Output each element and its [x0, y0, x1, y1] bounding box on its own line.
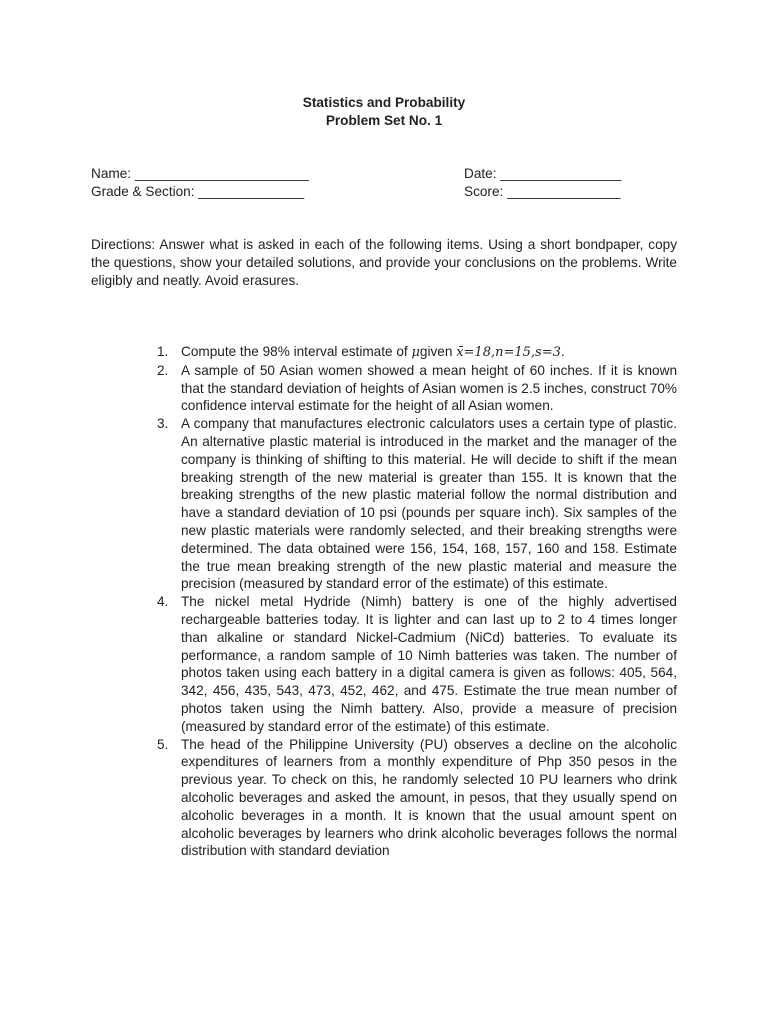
score-field: Score: _______________: [464, 184, 621, 199]
problem-list: [157, 343, 677, 860]
problem-item-4: [157, 593, 677, 735]
mu-symbol: μ: [411, 345, 420, 360]
problem-item-3: [157, 415, 677, 593]
problem-text: A company that manufactures electronic calculators uses a certain type of plastic. An alternative plastic material is introduced in the market and the manager of the company is thinking of shifting to this material. He will decide to shift if the mean breaking strength of the new material is greater than 155. It is known that the breaking strengths of the new plastic material follow the normal distribution and have a standard deviation of 10 psi (pounds per square inch). Six samples of the new plastic materials were randomly selected, and their breaking strengths were determined. The data obtained were 156, 154, 168, 157, 160 and 158. Estimate the true mean breaking strength of the new plastic material and measure the precision (measured by standard error of the estimate) of this estimate.: [181, 416, 677, 592]
directions-paragraph: [91, 236, 677, 289]
document-header: [0, 94, 768, 130]
problem-given: given: [419, 344, 457, 359]
name-field: Name: _______________________: [91, 166, 309, 181]
problem-number: 5.: [157, 736, 169, 752]
problem-text: A sample of 50 Asian women showed a mean height of 60 inches. If it is known that the standard deviation of heights of Asian women is 2.5 inches, construct 70% confidence interval estimate for the height of all Asian women.: [181, 362, 677, 414]
problem-end: .: [560, 344, 565, 359]
grade-section-field: Grade & Section: ______________: [91, 184, 305, 199]
problem-text: The nickel metal Hydride (Nimh) battery is one of the highly advertised rechargeable batteries today. It is lighter and can last up to 2 to 4 times longer than alkaline or standard Nickel-Cadmium (NiCd) batteries. To evaluate its performance, a random sample of 10 Nimh batteries was taken. The number of photos taken using each battery in a digital camera is given as follows: 405, 564, 342, 456, 435, 543, 473, 452, 462, and 475. Estimate the true mean number of photos taken using the Nimh battery. Also, provide a measure of precision (measured by standard error of the estimate) of this estimate.: [181, 594, 677, 734]
problem-number: 3.: [157, 416, 169, 432]
date-field: Date: ________________: [464, 166, 622, 181]
document-subtitle: Problem Set No. 1: [325, 113, 443, 128]
problem-text: Compute the 98% interval estimate of: [181, 344, 412, 359]
problem-item-1: [157, 343, 677, 362]
directions-text: Answer what is asked in each of the following items. Using a short bondpaper, copy the questions, show your detailed solutions, and provide your conclusions on the problems. Write eligibly and neatly. Avoid erasures.: [91, 237, 677, 288]
student-info-fields: [91, 165, 691, 201]
problem-text: The head of the Philippine University (PU) observes a decline on the alcoholic expenditures of learners from a monthly expenditure of Php 350 pesos in the previous year. To check on this, he randomly selected 10 PU learners who drink alcoholic beverages and asked the amount, in pesos, that they usually spend on alcoholic beverages in a month. It is known that the usual amount spent on alcoholic beverages by learners who drink alcoholic beverages follows the normal distribution with standard deviation: [181, 736, 677, 859]
problem-number: 1.: [157, 344, 169, 359]
document-title: Statistics and Probability: [302, 95, 466, 110]
directions-label: Directions:: [91, 237, 156, 252]
problem-item-2: [157, 362, 677, 415]
problem-item-5: [157, 736, 677, 861]
given-values: x̄=18,n=15,s=3: [456, 345, 561, 360]
problem-number: 4.: [157, 594, 169, 610]
problem-number: 2.: [157, 362, 169, 378]
